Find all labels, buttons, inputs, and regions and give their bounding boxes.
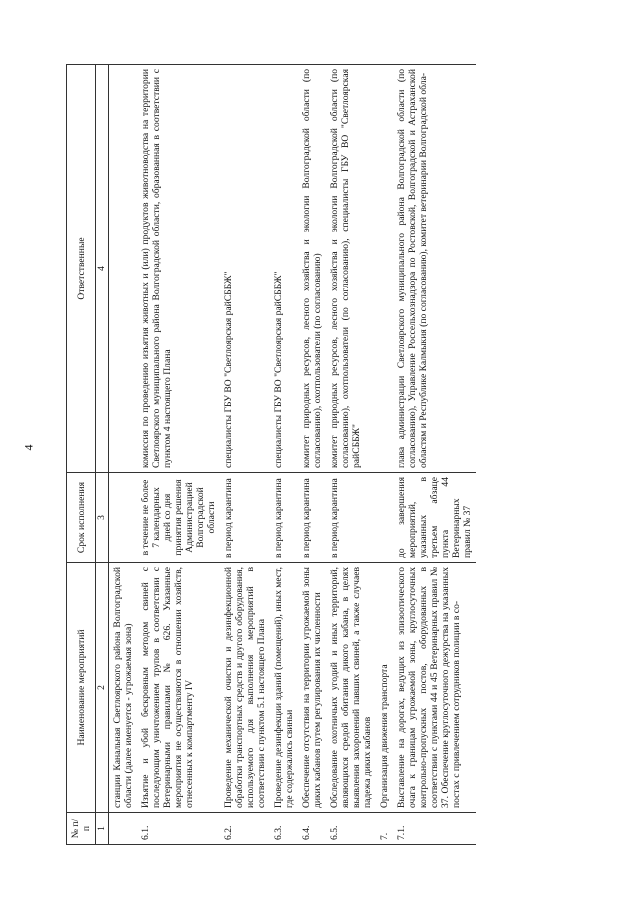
row-responsible: глава администрации Светлоярского муниципального района Волгоградской области (по согласованию), Управление Россельхознадзора по Ростовской, Волгоградской и Астраханской областям и Республике Калмыкия (по согласованию), комитет ветеринарии Волгоградской обла- <box>393 65 476 473</box>
row-responsible: комитет природных ресурсов, лесного хозяйства и экологии Волгоградской области (по согласованию), охотпользователи (по согласованию), специалисты ГБУ ВО "Светлоярская райСББЖ" <box>326 65 376 473</box>
header-term: Срок исполнения <box>67 473 96 563</box>
row-term: до завершения мероприятий, указанных в третьем абзаце пункта 44 Ветеринарных правил № 37 <box>393 473 476 563</box>
column-number: 4 <box>96 65 109 473</box>
row-responsible: комитет природных ресурсов, лесного хозяйства и экологии Волгоградской области (по согласованию), охотпользователи (по согласованию) <box>298 65 326 473</box>
header-num: № п/п <box>67 813 96 845</box>
row-term <box>109 473 138 563</box>
column-number-row <box>96 65 109 845</box>
row-name: Изъятие и убой бескровным методом свиней с последующим уничтожением трупов в соответствии с Ветеринарными правилами № 626. Указанные мероприятия не осуществляются в отношении хозяйств, отнесенных к компартменту IV <box>137 563 220 813</box>
header-responsible: Ответственные <box>67 65 96 473</box>
row-term: в период карантина <box>220 473 270 563</box>
rotated-page <box>66 65 606 845</box>
row-num: 6.3. <box>270 813 298 845</box>
row-name: Организация движения транспорта <box>376 563 393 813</box>
page-number: 4 <box>21 444 36 451</box>
row-num: 6.5. <box>326 813 376 845</box>
table-row <box>298 65 326 845</box>
row-name: станции Канальная Светлоярского района Волгоградской области (далее именуется - угрожаемая зона) <box>109 563 138 813</box>
table-row <box>220 65 270 845</box>
column-number: 2 <box>96 563 109 813</box>
row-responsible <box>376 65 393 473</box>
row-name: Проведение дезинфекции зданий (помещений), иных мест, где содержались свиньи <box>270 563 298 813</box>
column-number: 1 <box>96 813 109 845</box>
table-row <box>137 65 220 845</box>
row-responsible <box>109 65 138 473</box>
plan-table <box>66 64 476 845</box>
row-term <box>376 473 393 563</box>
row-name: Выставление на дорогах, ведущих из эпизоотического очага к границам угрожаемой зоны, круглосуточных контрольно-пропускных постов, оборудованных в соответствии с пунктами 44 и 45 Ветеринарных правил № 37. Обеспечение круглосуточного дежурства на указанных постах с привлечением сотрудников полиции в со- <box>393 563 476 813</box>
row-num: 6.1. <box>137 813 220 845</box>
row-name: Обследование охотничьих угодий и иных территорий, являющихся средой обитания дикого кабана, в целях выявления захоронений павших свиней, а также случаев падежа диких кабанов <box>326 563 376 813</box>
table-row <box>376 65 393 845</box>
row-num: 6.4. <box>298 813 326 845</box>
table-header-row <box>67 65 96 845</box>
row-num: 6.2. <box>220 813 270 845</box>
row-responsible: комиссия по проведению изъятия животных и (или) продуктов животноводства на территории Светлоярского муниципального района Волгоградской области, образованная в соответствии с пунктом 4 настоящего Плана <box>137 65 220 473</box>
table-row <box>270 65 298 845</box>
column-number: 3 <box>96 473 109 563</box>
row-num <box>109 813 138 845</box>
row-term: в период карантина <box>326 473 376 563</box>
table-row <box>326 65 376 845</box>
row-responsible: специалисты ГБУ ВО "Светлоярская райСББЖ" <box>270 65 298 473</box>
row-name: Проведение механической очистки и дезинфекционной обработки транспортных средств и другого оборудования, используемого для выполнения мероприятий в соответствии с пунктом 5.1 настоящего Плана <box>220 563 270 813</box>
row-name: Обеспечение отсутствия на территории угрожаемой зоны диких кабанов путем регулирования их численности <box>298 563 326 813</box>
table-row <box>109 65 138 845</box>
row-term: в период карантина <box>298 473 326 563</box>
table-row <box>393 65 476 845</box>
row-term: в течение не более 7 календарных дней со дня принятия решения Администрацией Волгоградской области <box>137 473 220 563</box>
row-num: 7. <box>376 813 393 845</box>
row-responsible: специалисты ГБУ ВО "Светлоярская райСББЖ" <box>220 65 270 473</box>
header-name: Наименование мероприятий <box>67 563 96 813</box>
row-term: в период карантина <box>270 473 298 563</box>
row-num: 7.1. <box>393 813 476 845</box>
